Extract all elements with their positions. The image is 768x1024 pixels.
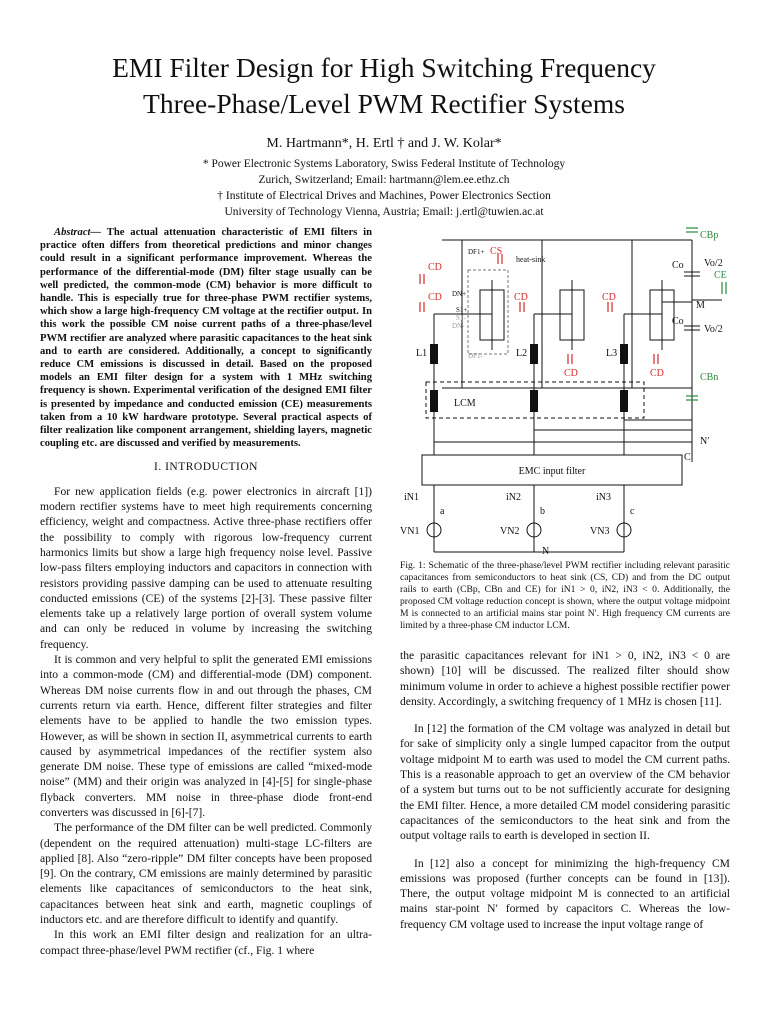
affiliation-1: * Power Electronic Systems Laboratory, Swiss Federal Institute of Technology xyxy=(202,158,566,170)
label-in1: iN1 xyxy=(404,492,419,503)
label-cd-5: CD xyxy=(564,368,578,379)
label-vn3: VN3 xyxy=(590,526,610,537)
paper-title xyxy=(40,50,728,122)
label-nprime: N′ xyxy=(700,436,710,447)
label-vo-top: Vo/2 xyxy=(704,258,723,269)
label-m: M xyxy=(696,300,705,311)
label-vn1: VN1 xyxy=(400,526,420,537)
right-paragraph-2: In [12] the formation of the CM voltage was analyzed in detail but for sake of simplicity only a single lumped capacitor from the output voltage midpoint M to earth was used to model the CM current paths. This is a reasonable approach to get an overview of the CM behavior of a system but turns out to be not sufficiently accurate for designing the EMI filter. Hence, a more detailed CM model considering parasitic capacitances of the semiconductors to the heat sink and from the output voltage rails to earth is developed in section II. xyxy=(400,722,730,843)
label-n: N xyxy=(542,546,550,556)
label-cs: CS xyxy=(490,246,503,257)
label-ce: CE xyxy=(714,270,727,281)
label-s1-minus: S1- xyxy=(456,314,466,322)
label-l3: L3 xyxy=(606,348,618,359)
label-c-phase: c xyxy=(630,506,635,517)
author-list: M. Hartmann*, H. Ertl † and J. W. Kolar* xyxy=(266,136,502,151)
label-co-top: Co xyxy=(672,260,684,271)
intro-paragraph-2: It is common and very helpful to split the generated EMI emissions into a common-mode (CM) and differential-mode (DM) component. Whereas DM noise currents flow in and out through the phases, CM currents return via earth. Hence, different filter strategies and filter elements have to be applied to handle the two emission types. However, as will be shown in section II, asymmetrical currents to earth caused by asymmetrical impedances of the rectifier system also generate DM noise. These type of emissions are called “mixed-mode noise” (MM) and their origin was analyzed in [4]-[5] for single-phase flyback converters. MM noise in three-phase diode front-end converters was discussed in [6]-[7]. xyxy=(40,653,372,819)
label-vn2: VN2 xyxy=(500,526,520,537)
label-in3: iN3 xyxy=(596,492,611,503)
label-cbn: CBn xyxy=(700,372,719,383)
right-column xyxy=(400,648,730,932)
label-a: a xyxy=(440,506,445,517)
abstract-text: The actual attenuation characteristic of EMI filters in practice often differs from theoretical predictions and minor changes could result in a significant performance improvement. Whereas the performance of the differential-mode (DM) filter stage usually can be well predicted, the common-mode (CM) behavior is more difficult to handle. This is especially true for three-phase PWM rectifier systems, which show a large high-frequency CM voltage at the rectifier output. In this work the possible CM noise current paths of a three-phase/level PWM rectifier are analyzed where parasitic capacitances to the heat sink and to earth are considered. Additionally, a concept to significantly reduce CM emissions is discussed in detail. Based on the proposed models an EMI filter design for a system with 1 MHz switching frequency is shown. Experimental verification of the designed EMI filter is presented by impedance and conducted emission (CE) measurements taken from a 10 kW hardware prototype. Several practical aspects of filter realization like component arrangement, shielding layers, magnetic coupling etc. are discussed and verified by measurements. xyxy=(40,227,372,450)
label-df-plus: DF1+ xyxy=(468,248,485,256)
affiliation-2-address: University of Technology Vienna, Austria; Email: j.ertl@tuwien.ac.at xyxy=(224,206,544,218)
affiliation-2: † Institute of Electrical Drives and Machines, Power Electronics Section xyxy=(217,190,551,202)
label-s1-plus: S1+ xyxy=(456,306,468,314)
label-cbp: CBp xyxy=(700,230,719,241)
label-l1: L1 xyxy=(416,348,428,359)
label-co-bottom: Co xyxy=(672,316,684,327)
abstract xyxy=(40,226,372,450)
left-column xyxy=(40,226,372,958)
label-dn-minus: DN- xyxy=(452,322,465,330)
title-line-1: EMI Filter Design for High Switching Frequency xyxy=(112,52,656,83)
right-paragraph-1: the parasitic capacitances relevant for iN1 > 0, iN2, iN3 < 0 are shown) [10] will be discussed. The realized filter should show minimum volume in order to achieve a highest possible rectifier power density. Accordingly, a switching frequency of 1 MHz is chosen [11]. xyxy=(400,649,730,708)
label-cd-6: CD xyxy=(650,368,664,379)
rectifier-schematic xyxy=(392,220,738,556)
label-vo-bottom: Vo/2 xyxy=(704,324,723,335)
label-b: b xyxy=(540,506,545,517)
label-heatsink: heat-sink xyxy=(516,255,546,264)
right-paragraph-3: In [12] also a concept for minimizing the high-frequency CM emissions was proposed (further concepts can be found in [13]). There, the output voltage midpoint M is connected to an artificial mains star-point N′ formed by capacitors C. Whereas the low-frequency CM voltage used to increase the input voltage range of xyxy=(400,856,730,931)
abstract-label: Abstract— xyxy=(54,227,102,238)
label-in2: iN2 xyxy=(506,492,521,503)
label-df-minus: DF1- xyxy=(468,352,483,360)
label-c: C xyxy=(684,452,691,463)
label-emc-filter: EMC input filter xyxy=(518,466,586,477)
label-cd-2: CD xyxy=(428,292,442,303)
label-cd-4: CD xyxy=(602,292,616,303)
figure-1-schematic xyxy=(392,220,738,561)
intro-paragraph-1: For new application fields (e.g. power electronics in aircraft [1]) modern rectifier systems have to meet high requirements concerning efficiency, weight and compactness. Active three-phase rectifiers offer the possibility to comply with rigorous low-frequency current harmonics limits but show a large high frequency noise level. Passive low-pass filters employing inductors and capacitors in connection with resistors providing passive damping can be used to attenuate resulting conducted emissions (CE) of the systems [2]-[3]. These passive filter elements take up a relatively large portion of overall system volume and can only be reduced in volume by increasing the switching frequency. xyxy=(40,484,372,651)
label-dn-plus: DN+ xyxy=(452,290,467,298)
label-cd-3: CD xyxy=(514,292,528,303)
label-lcm: LCM xyxy=(454,398,476,409)
label-cd-1: CD xyxy=(428,262,442,273)
intro-paragraph-3: The performance of the DM filter can be well predicted. Commonly (dependent on the required attenuation) multi-stage LC-filters are applied [8]. Also “zero-ripple” DM filter concepts have been proposed [9]. On the contrary, CM emissions are mainly determined by parasitic elements like capacitances of semiconductors to the heat sink, capacitances between heat sink and earth, magnetic couplings of inductors etc. and are therefore difficult to identify and quantify. xyxy=(40,821,372,927)
title-line-2: Three-Phase/Level PWM Rectifier Systems xyxy=(143,88,625,119)
affiliation-1-address: Zurich, Switzerland; Email: hartmann@lem.ee.ethz.ch xyxy=(258,174,510,186)
intro-paragraph-4: In this work an EMI filter design and realization for an ultra-compact three-phase/level PWM rectifier (cf., Fig. 1 where xyxy=(40,928,372,957)
figure-1-caption: Fig. 1: Schematic of the three-phase/level PWM rectifier including relevant parasitic capacitances from semiconductors to heat sink (CS, CD) and from the DC output rails to earth (CBp, CBn and CE) for iN1 > 0, iN2, iN3 < 0. Additionally, the proposed CM voltage reduction concept is shown, where the output voltage midpoint M is connected to an artificial mains star point N′. High frequency CM currents are limited by a three-phase CM inductor LCM. xyxy=(400,560,730,631)
label-l2: L2 xyxy=(516,348,528,359)
section-heading-introduction: I. INTRODUCTION xyxy=(154,461,258,474)
